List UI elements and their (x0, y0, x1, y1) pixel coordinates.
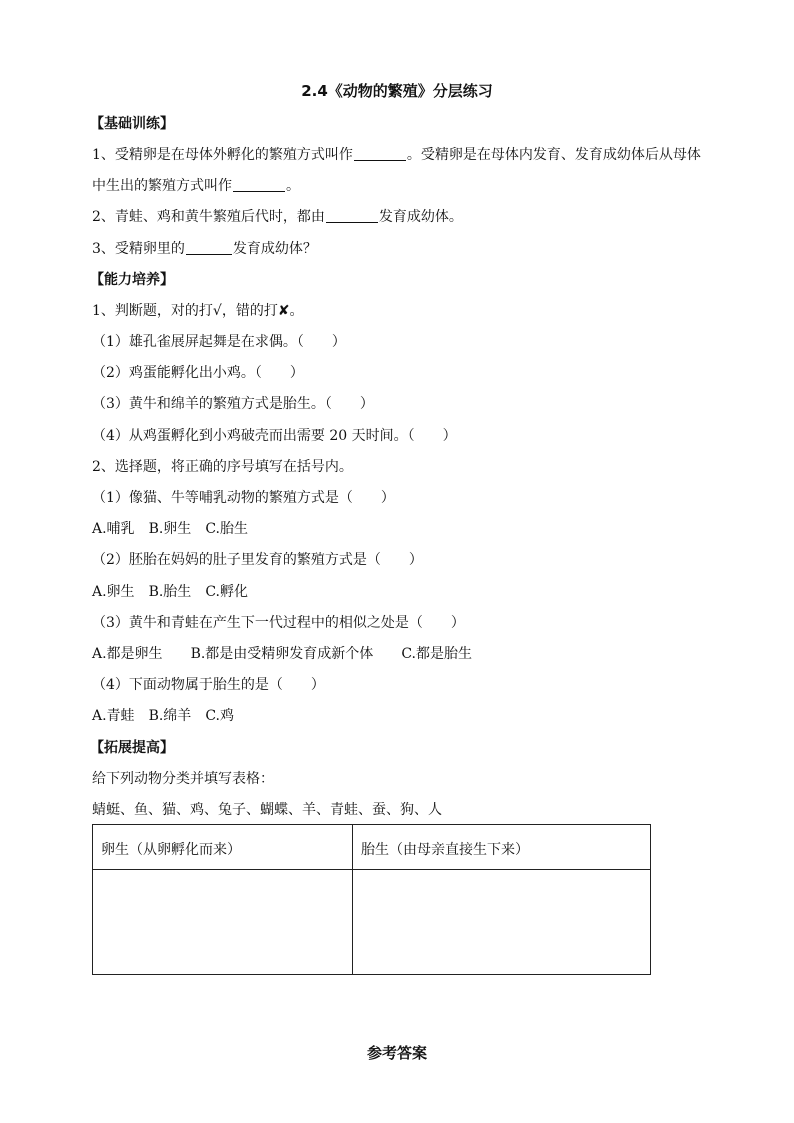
answer-cell-viviparous[interactable] (353, 870, 651, 975)
judge-intro: 1、判断题，对的打√，错的打✘。 (92, 303, 304, 319)
choice-question (92, 675, 325, 695)
option-a[interactable]: A.青蛙 (92, 708, 135, 724)
paren-close: ） (331, 334, 346, 350)
option-b[interactable]: B.都是由受精卵发育成新个体 (190, 646, 374, 662)
question-text: 。 (286, 178, 300, 194)
judge-question (92, 332, 346, 352)
option-b[interactable]: B.卵生 (148, 521, 192, 537)
table-header-cell (93, 825, 353, 870)
question-text: 2、青蛙、鸡和黄牛繁殖后代时，都由 (92, 209, 325, 225)
answers-title: 参考答案 (366, 1044, 427, 1062)
question-text: 发育成幼体。 (378, 209, 463, 225)
choice-options (92, 519, 262, 539)
choice-intro: 2、选择题，将正确的序号填写在括号内。 (92, 459, 353, 475)
question-text: （2）鸡蛋能孵化出小鸡。（ (92, 365, 262, 381)
question-text: 中生出的繁殖方式叫作 (92, 178, 232, 194)
option-a[interactable]: A.都是卵生 (92, 646, 163, 662)
table-row (93, 870, 651, 975)
option-c[interactable]: C.都是胎生 (401, 646, 472, 662)
question-basic-2 (92, 207, 463, 227)
option-b[interactable]: B.绵羊 (148, 708, 192, 724)
option-a[interactable]: A.卵生 (92, 584, 135, 600)
header-oviparous: 卵生（从卵孵化而来） (101, 842, 241, 858)
option-c[interactable]: C.胎生 (205, 521, 248, 537)
option-c[interactable]: C.鸡 (205, 708, 234, 724)
question-text: （4）下面动物属于胎生的是（ (92, 677, 283, 693)
answer-blank[interactable] (326, 208, 378, 223)
animal-list: 蜻蜓、鱼、猫、鸡、兔子、蝴蝶、羊、青蛙、蚕、狗、人 (92, 802, 442, 818)
choice-question (92, 613, 465, 633)
question-text: （3）黄牛和青蛙在产生下一代过程中的相似之处是（ (92, 615, 423, 631)
option-b[interactable]: B.胎生 (148, 584, 192, 600)
section-heading-extension: 【拓展提高】 (90, 740, 174, 756)
page-title: 2.4《动物的繁殖》分层练习 (301, 82, 493, 100)
extension-instruction: 给下列动物分类并填写表格： (92, 771, 274, 787)
answer-blank[interactable] (233, 177, 285, 192)
paren-close: ） (380, 490, 395, 506)
question-text: 。受精卵是在母体内发育、发育成幼体后从母体 (406, 147, 701, 163)
question-text: （2）胚胎在妈妈的肚子里发育的繁殖方式是（ (92, 552, 381, 568)
question-basic-3 (92, 239, 317, 259)
header-viviparous: 胎生（由母亲直接生下来） (361, 842, 529, 858)
judge-question (92, 363, 304, 383)
answer-blank[interactable] (354, 146, 406, 161)
option-c[interactable]: C.孵化 (205, 584, 248, 600)
question-text: 发育成幼体？ (232, 241, 317, 257)
paren-close: ） (408, 552, 423, 568)
paren-close: ） (310, 677, 325, 693)
table-header-cell (353, 825, 651, 870)
judge-question (92, 394, 374, 414)
table-header-row (93, 825, 651, 870)
question-text: 3、受精卵里的 (92, 241, 185, 257)
choice-question (92, 550, 423, 570)
choice-options (92, 644, 486, 664)
question-text: （1）雄孔雀展屏起舞是在求偶。（ (92, 334, 304, 350)
section-heading-basic: 【基础训练】 (90, 116, 174, 132)
paren-close: ） (359, 396, 374, 412)
question-text: （3）黄牛和绵羊的繁殖方式是胎生。（ (92, 396, 332, 412)
question-basic-1 (92, 145, 701, 165)
question-text: 1、受精卵是在母体外孵化的繁殖方式叫作 (92, 147, 353, 163)
judge-question (92, 426, 457, 446)
question-text: （1）像猫、牛等哺乳动物的繁殖方式是（ (92, 490, 353, 506)
paren-close: ） (289, 365, 304, 381)
question-basic-1-cont (92, 176, 300, 196)
answer-cell-oviparous[interactable] (93, 870, 353, 975)
question-text: （4）从鸡蛋孵化到小鸡破壳而出需要 20 天时间。（ (92, 428, 415, 444)
classification-table (92, 824, 651, 975)
paren-close: ） (442, 428, 457, 444)
option-a[interactable]: A.哺乳 (92, 521, 135, 537)
choice-question (92, 488, 395, 508)
choice-options (92, 582, 262, 602)
answer-blank[interactable] (186, 240, 232, 255)
paren-close: ） (450, 615, 465, 631)
choice-options (92, 706, 248, 726)
section-heading-ability: 【能力培养】 (90, 272, 174, 288)
